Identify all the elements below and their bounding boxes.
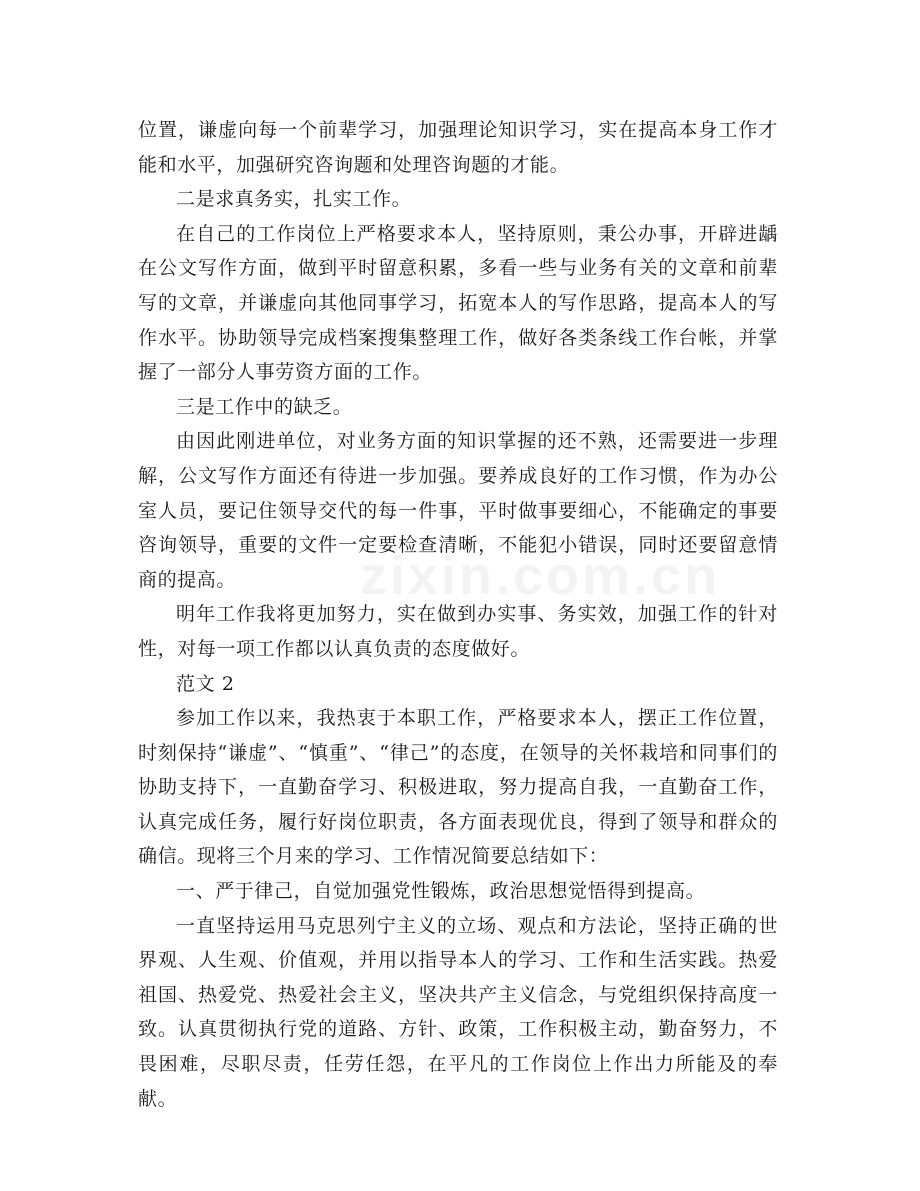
paragraph: 由因此刚进单位，对业务方面的知识掌握的还不熟，还需要进一步理解，公文写作方面还有待进一步加强。要养成良好的工作习惯，作为办公室人员，要记住领导交代的每一件事，平时做事要细心，不能确定的事要咨询领导，重要的文件一定要检查清晰，不能犯小错误，同时还要留意情商的提高。: [138, 430, 778, 591]
paragraph: 在自己的工作岗位上严格要求本人，坚持原则，秉公办事，开辟进龋在公文写作方面，做到平时留意积累，多看一些与业务有关的文章和前辈写的文章，并谦虚向其他同事学习，拓宽本人的写作思路，提高本人的写作水平。协助领导完成档案搜集整理工作，做好各类条线工作台帐，并掌握了一部分人事劳资方面的工作。: [138, 222, 778, 384]
section-heading-2: 二是求真务实，扎实工作。: [176, 188, 412, 211]
section-heading-3: 三是工作中的缺乏。: [176, 395, 353, 418]
paragraph: 明年工作我将更加努力，实在做到办实事、务实效，加强工作的针对性，对每一项工作都以认真负责的态度做好。: [138, 603, 778, 660]
paragraph: 一直坚持运用马克思列宁主义的立场、观点和方法论，坚持正确的世界观、人生观、价值观，并用以指导本人的学习、工作和生活实践。热爱祖国、热爱党、热爱社会主义，坚决共产主义信念，与党组织保持高度一致。认真贯彻执行党的道路、方针、政策，工作积极主动，勤奋努力，不畏困难，尽职尽责，任劳任怨，在平凡的工作岗位上作出力所能及的奉献。: [138, 914, 778, 1110]
section-heading-1: 一、严于律己，自觉加强党性锻炼，政治思想觉悟得到提高。: [176, 880, 706, 903]
document-body: [138, 113, 778, 1116]
sample-title: 范文 2: [176, 672, 235, 695]
paragraph: 参加工作以来，我热衷于本职工作，严格要求本人，摆正工作位置，时刻保持“谦虚”、“慎重”、“律己”的态度，在领导的关怀栽培和同事们的协助支持下，一直勤奋学习、积极进取，努力提高自我，一直勤奋工作，认真完成任务，履行好岗位职责，各方面表现优良，得到了领导和群众的确信。现将三个月来的学习、工作情况简要总结如下：: [138, 707, 778, 868]
paragraph-continuation: 位置，谦虚向每一个前辈学习，加强理论知识学习，实在提高本身工作才能和水平，加强研究咨询题和处理咨询题的才能。: [138, 119, 778, 176]
